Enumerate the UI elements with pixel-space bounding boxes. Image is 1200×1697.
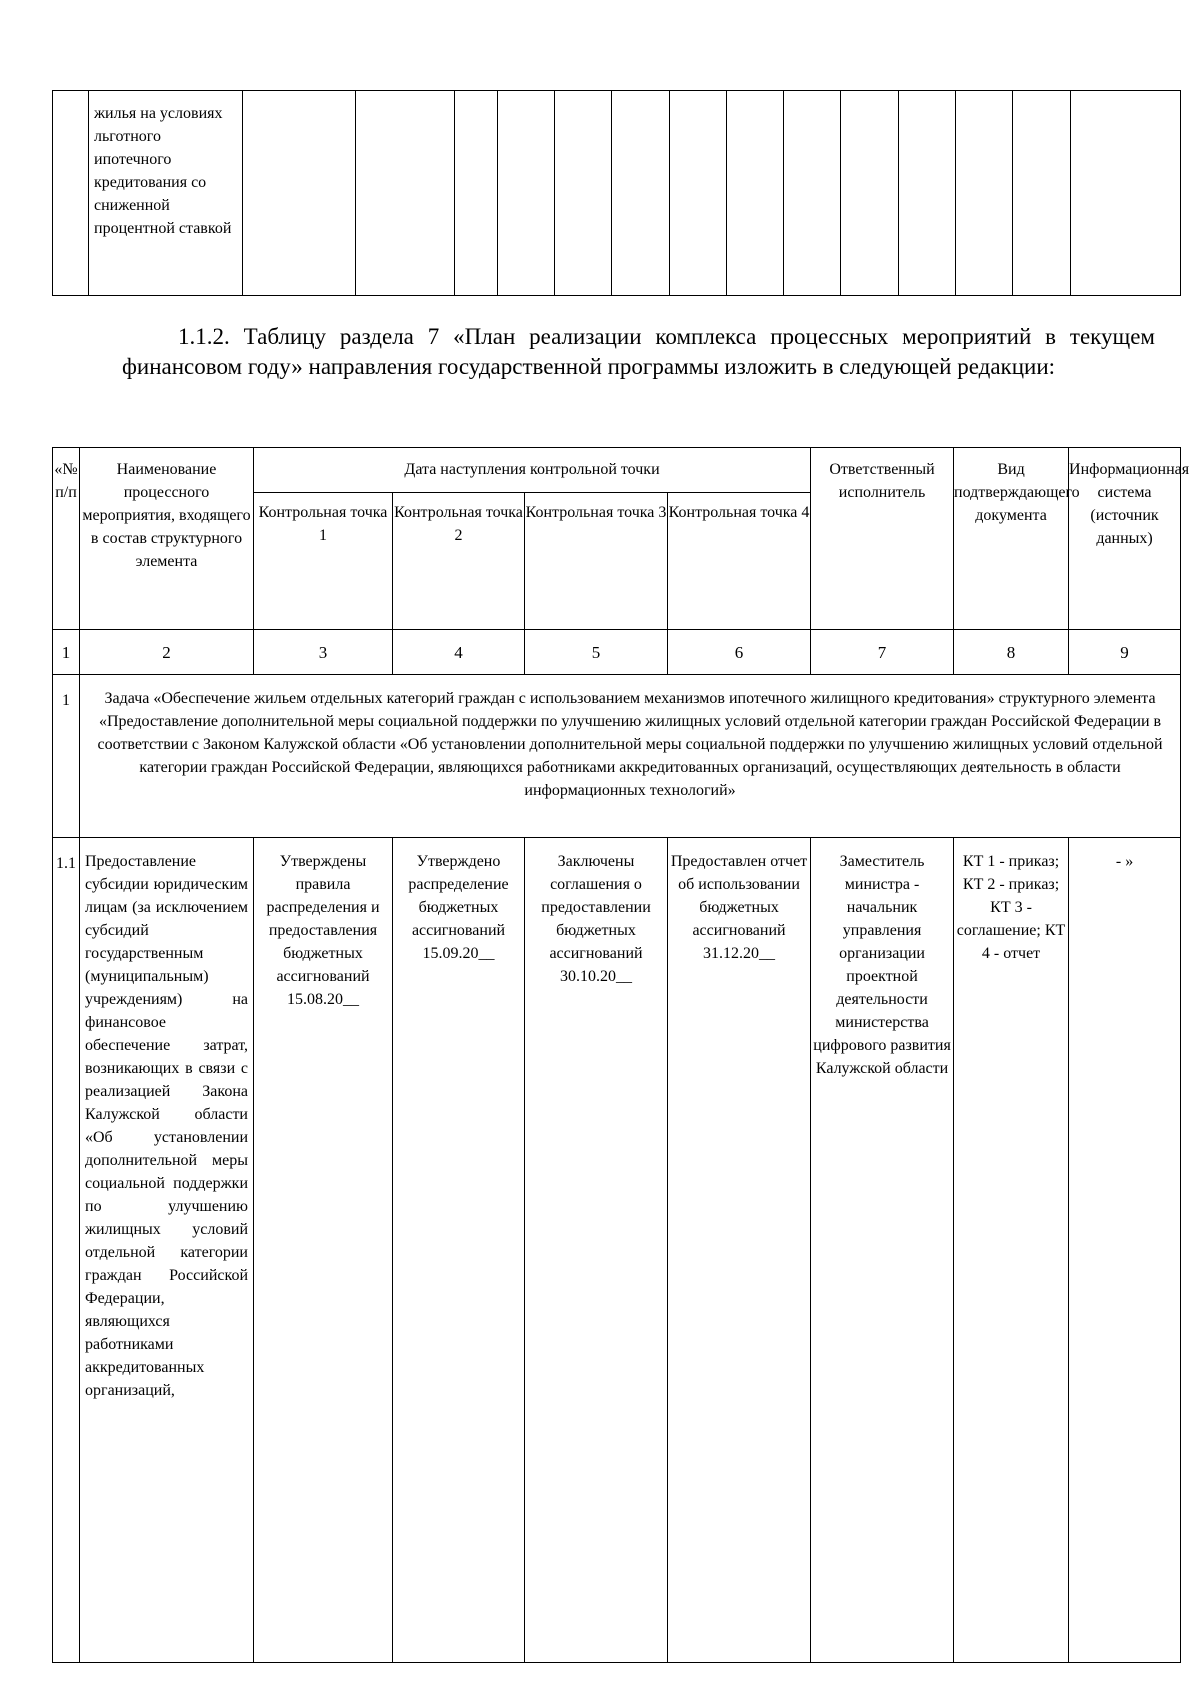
cont-cell-num (53, 91, 89, 296)
column-number-row (53, 630, 1181, 675)
header-kt2: Контрольная точка 2 (393, 493, 525, 630)
col-num-1: 1 (53, 630, 80, 675)
header-date-group: Дата наступления контрольной точки (254, 448, 811, 493)
cont-cell (784, 91, 841, 296)
header-kt1: Контрольная точка 1 (254, 493, 393, 630)
cont-cell-text (89, 91, 243, 296)
cont-cell (1013, 91, 1071, 296)
row-kt2: Утверждено распределение бюджетных ассигнований 15.09.20__ (393, 838, 525, 1663)
cont-cell (841, 91, 899, 296)
col-num-8: 8 (954, 630, 1069, 675)
row-name: Предоставление субсидии юридическим лицам (за исключением субсидий государственным (муниципальным) учреждениям) на финансовое обеспечение затрат, возникающих в связи с реализацией Закона Калужской области «Об установлении дополнительной меры социальной поддержки по улучшению жилищных условий отдельной категории граждан Российской Федерации, являющихся работниками аккредитованных организаций, (80, 838, 254, 1663)
col-num-4: 4 (393, 630, 525, 675)
row-kt1: Утверждены правила распределения и предоставления бюджетных ассигнований 15.08.20__ (254, 838, 393, 1663)
task-num: 1 (53, 675, 80, 838)
col-num-7: 7 (811, 630, 954, 675)
cont-cell (356, 91, 455, 296)
col-num-2: 2 (80, 630, 254, 675)
continuation-row (53, 91, 1181, 296)
col-num-5: 5 (525, 630, 668, 675)
cont-cell (612, 91, 670, 296)
plan-table (52, 447, 1190, 1663)
header-info-system: Информационная система (источник данных) (1069, 448, 1181, 630)
header-name: Наименование процессного мероприятия, входящего в состав структурного элемента (80, 448, 254, 630)
cont-cell (899, 91, 956, 296)
paragraph-text: 1.1.2. Таблицу раздела 7 «План реализации комплекса процессных мероприятий в текущем финансовом году» направления государственной программы изложить в следующей редакции: (122, 324, 1155, 379)
cont-cell (727, 91, 784, 296)
cont-cell (670, 91, 727, 296)
row-doc-type: КТ 1 - приказ; КТ 2 - приказ; КТ 3 - соглашение; КТ 4 - отчет (954, 838, 1069, 1663)
header-row (53, 448, 1181, 493)
continuation-table (52, 90, 1181, 296)
header-kt4: Контрольная точка 4 (668, 493, 811, 630)
row-num: 1.1 (53, 838, 80, 1663)
header-kt3: Контрольная точка 3 (525, 493, 668, 630)
row-info-system: - » (1069, 838, 1181, 1663)
cont-cell (455, 91, 498, 296)
cont-cell (498, 91, 555, 296)
cont-cell (1071, 91, 1181, 296)
col-num-6: 6 (668, 630, 811, 675)
header-responsible: Ответственный исполнитель (811, 448, 954, 630)
col-num-9: 9 (1069, 630, 1181, 675)
cont-cell (956, 91, 1013, 296)
continuation-text: жилья на условиях льготного ипотечного кредитования со сниженной процентной ставкой (94, 105, 232, 237)
instruction-paragraph (122, 322, 1155, 382)
cont-cell (243, 91, 356, 296)
task-text: Задача «Обеспечение жильем отдельных категорий граждан с использованием механизмов ипотечного жилищного кредитования» структурного элемента «Предоставление дополнительной меры социальной поддержки по улучшению жилищных условий отдельной категории граждан Российской Федерации в соответствии с Законом Калужской области «Об установлении дополнительной меры социальной поддержки по улучшению жилищных условий отдельной категории граждан Российской Федерации, являющихся работниками аккредитованных организаций, осуществляющих деятельность в области информационных технологий» (80, 675, 1181, 838)
cont-cell (555, 91, 612, 296)
row-kt4: Предоставлен отчет об использовании бюджетных ассигнований 31.12.20__ (668, 838, 811, 1663)
row-responsible: Заместитель министра - начальник управления организации проектной деятельности министерства цифрового развития Калужской области (811, 838, 954, 1663)
header-num: «№ п/п (53, 448, 80, 630)
row-kt3: Заключены соглашения о предоставлении бюджетных ассигнований 30.10.20__ (525, 838, 668, 1663)
table-row (53, 838, 1181, 1663)
header-doc-type: Вид подтверждающего документа (954, 448, 1069, 630)
task-row (53, 675, 1181, 838)
col-num-3: 3 (254, 630, 393, 675)
